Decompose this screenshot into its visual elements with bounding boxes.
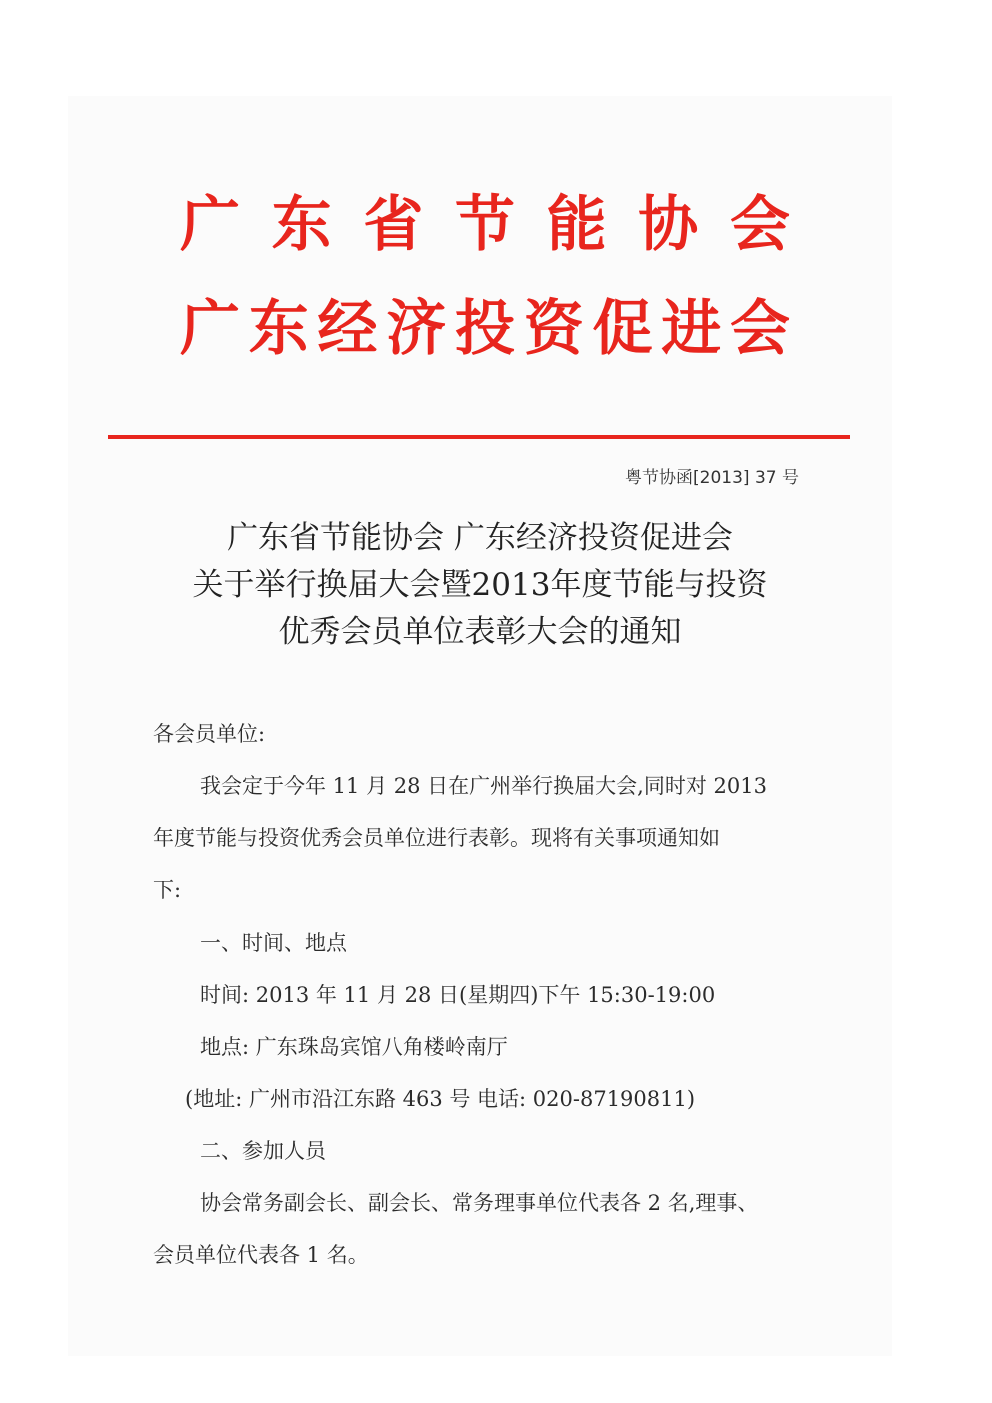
letterhead-char: 济 — [386, 294, 447, 364]
letterhead-divider — [108, 435, 850, 439]
letterhead-org-2 — [180, 294, 790, 364]
intro-line-3: 下: — [153, 878, 182, 902]
title-line-2: 关于举行换届大会暨2013年度节能与投资 — [192, 567, 768, 603]
letterhead-char: 东 — [248, 294, 309, 364]
document-number: 粤节协函[2013] 37 号 — [625, 468, 799, 488]
section-1-heading: 一、时间、地点 — [200, 931, 347, 955]
intro-line-1: 我会定于今年 11 月 28 日在广州举行换届大会,同时对 2013 — [200, 774, 767, 798]
letterhead-char: 进 — [661, 294, 722, 364]
letterhead-char: 广 — [180, 190, 240, 260]
meeting-time: 时间: 2013 年 11 月 28 日(星期四)下午 15:30-19:00 — [200, 983, 716, 1007]
letterhead-char: 东 — [271, 190, 332, 260]
letterhead-char: 节 — [454, 190, 515, 260]
letterhead-char: 促 — [592, 294, 653, 364]
salutation: 各会员单位: — [153, 722, 266, 746]
intro-line-2: 年度节能与投资优秀会员单位进行表彰。现将有关事项通知如 — [153, 826, 720, 850]
meeting-address: (地址: 广州市沿江东路 463 号 电话: 020-87190811) — [185, 1087, 696, 1111]
letterhead-char: 广 — [180, 294, 240, 364]
participants-line-1: 协会常务副会长、副会长、常务理事单位代表各 2 名,理事、 — [200, 1191, 759, 1215]
letterhead-org-1 — [180, 190, 790, 260]
title-line-3: 优秀会员单位表彰大会的通知 — [278, 614, 682, 650]
title-line-1: 广东省节能协会 广东经济投资促进会 — [227, 520, 733, 556]
letterhead-char: 能 — [546, 190, 607, 260]
letterhead-char: 经 — [317, 294, 378, 364]
section-2-heading: 二、参加人员 — [200, 1139, 326, 1163]
letterhead-char: 省 — [363, 190, 424, 260]
meeting-place: 地点: 广东珠岛宾馆八角楼岭南厅 — [200, 1035, 508, 1059]
letterhead-char: 会 — [730, 294, 790, 364]
letterhead-char: 会 — [729, 190, 790, 260]
participants-line-2: 会员单位代表各 1 名。 — [153, 1243, 369, 1267]
letterhead-char: 投 — [455, 294, 515, 364]
letterhead-char: 资 — [523, 294, 584, 364]
letterhead-char: 协 — [638, 190, 699, 260]
